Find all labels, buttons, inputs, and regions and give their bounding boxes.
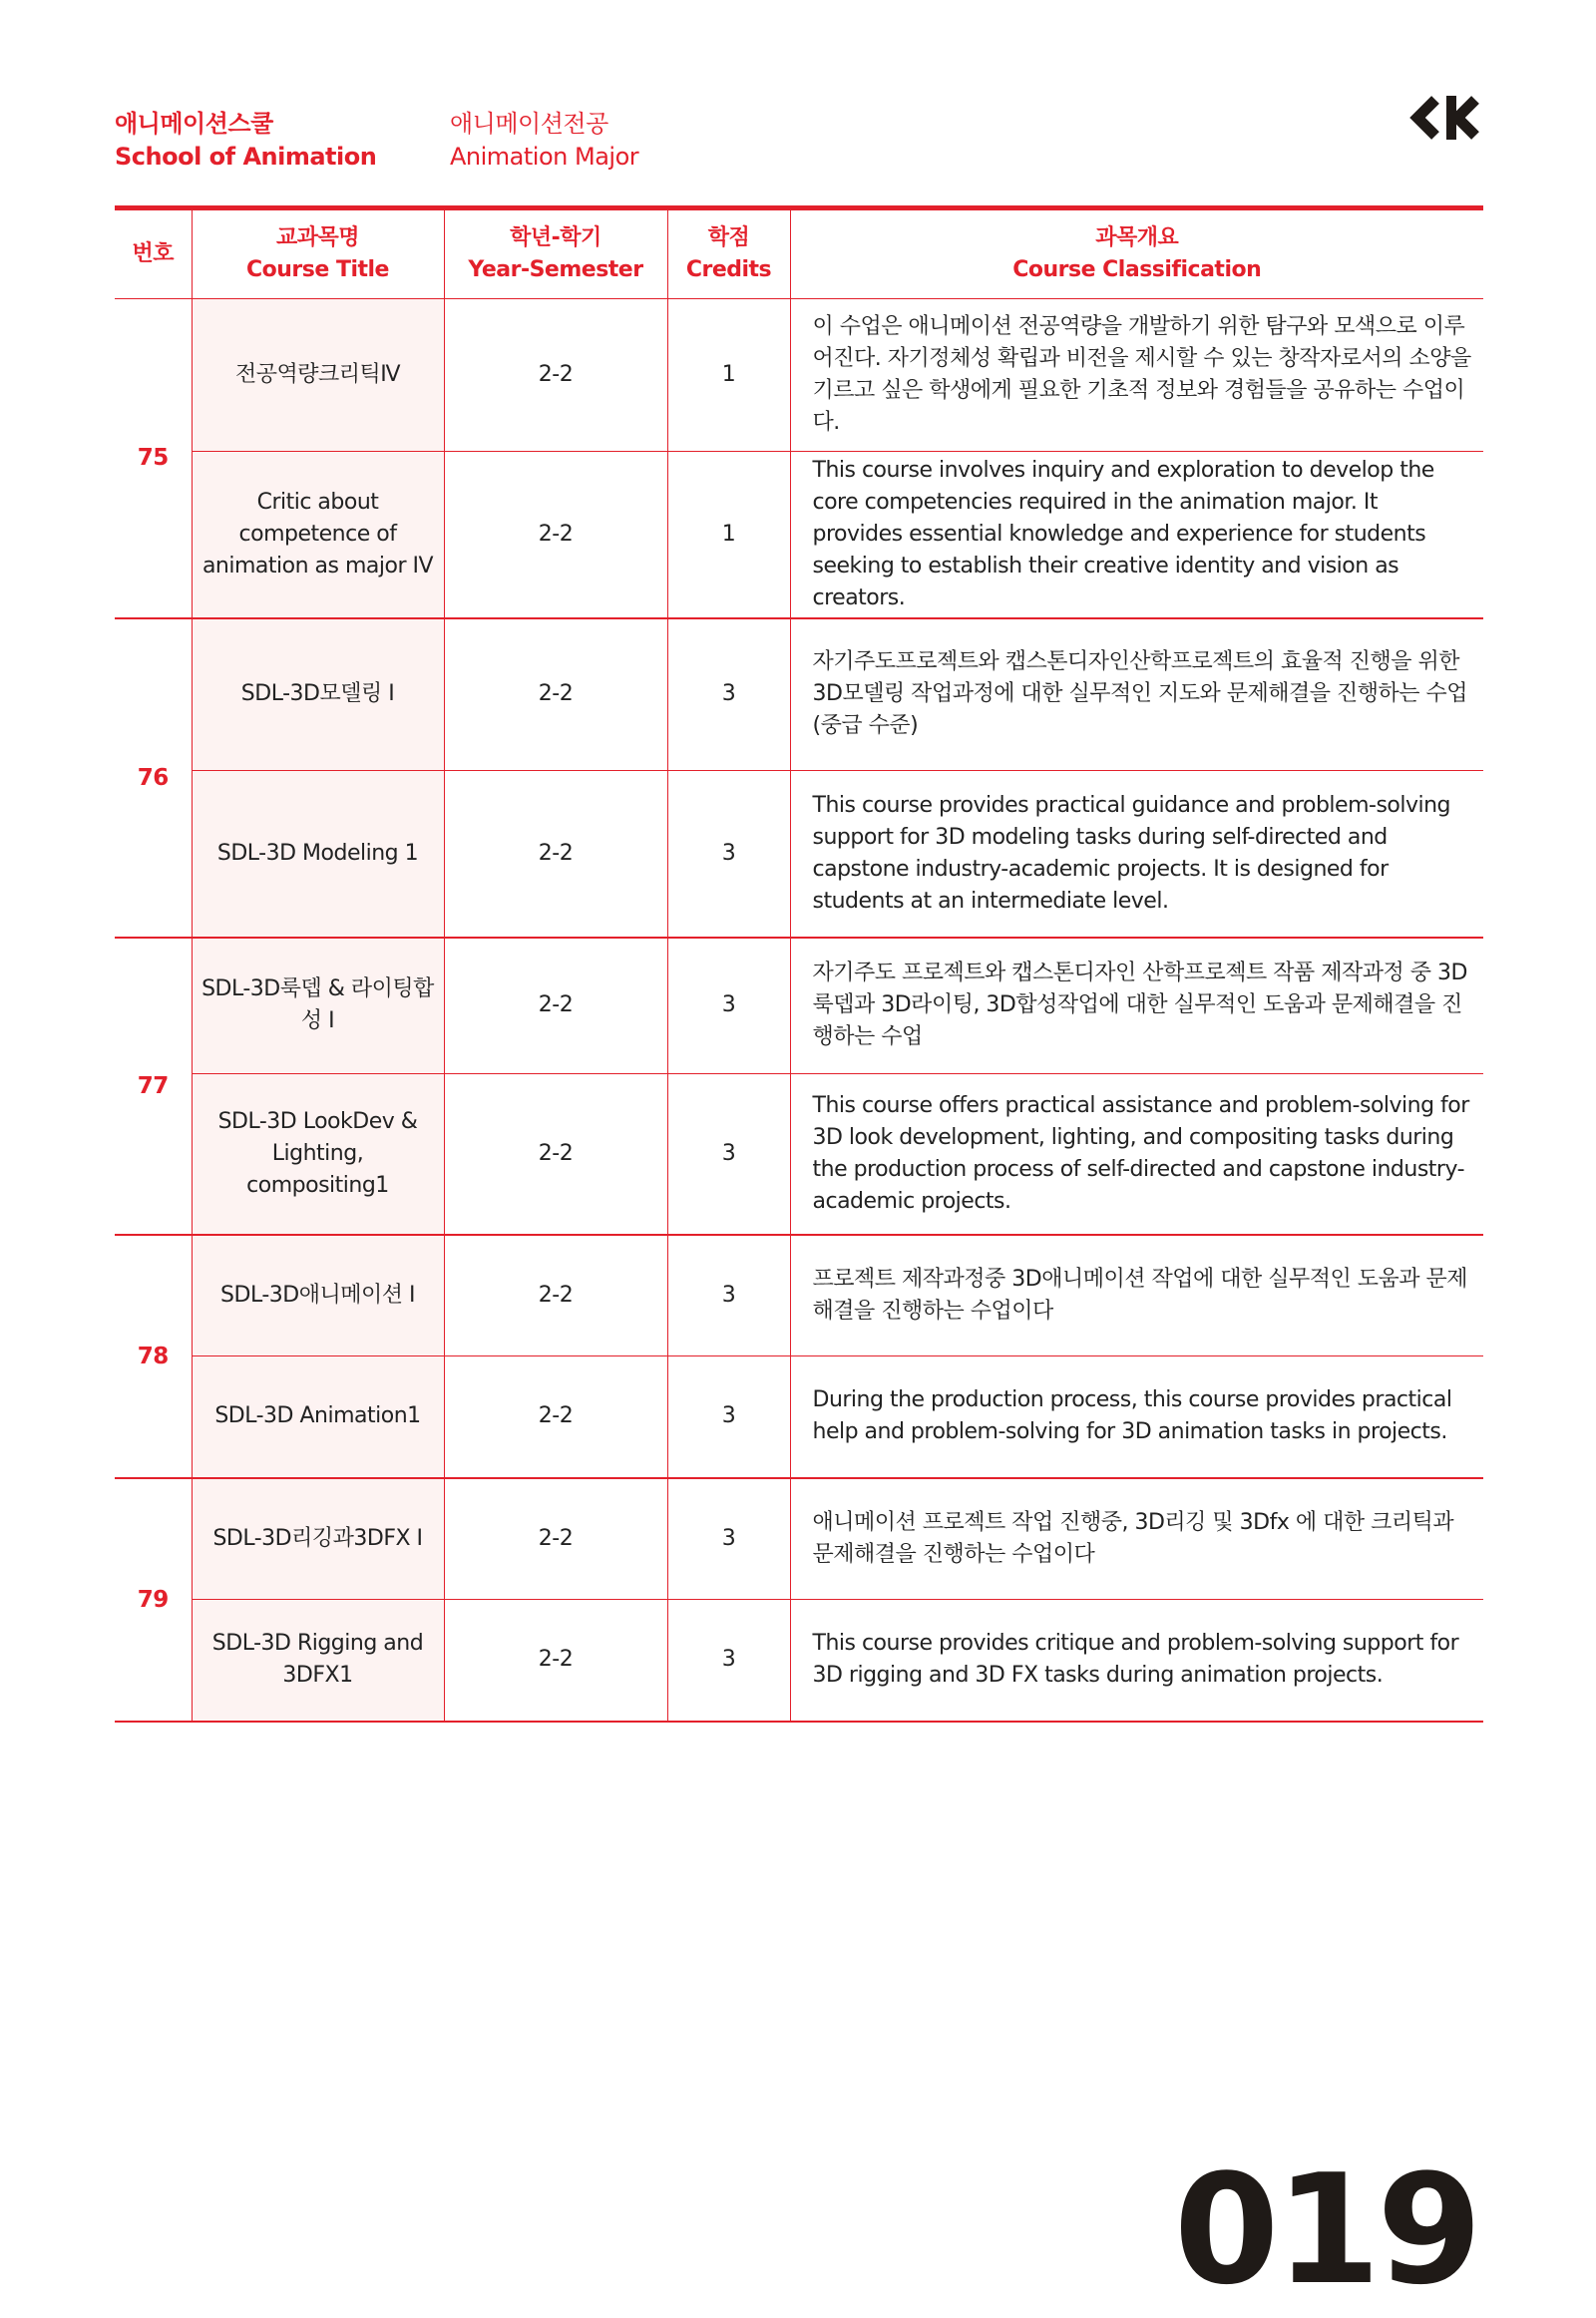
year-semester: 2-2 [444, 452, 667, 618]
course-title: SDL-3D LookDev & Lighting, compositing1 [192, 1074, 444, 1235]
credits: 3 [667, 1074, 790, 1235]
course-description: 자기주도 프로젝트와 캡스톤디자인 산학프로젝트 작품 제작과정 중 3D 룩뎁과 3D라이팅, 3D합성작업에 대한 실무적인 도움과 문제해결을 진행하는 수업 [790, 938, 1483, 1074]
credits: 1 [667, 299, 790, 452]
table-row [115, 1074, 1483, 1235]
col-header-number: 번호 [115, 210, 192, 299]
credits: 3 [667, 1235, 790, 1356]
course-description: This course involves inquiry and exploration to develop the core competencies required in the animation major. It provides essential knowledge and experience for students seeking to establish their creative identity and vision as creators. [790, 452, 1483, 618]
course-number: 78 [115, 1235, 192, 1478]
credits: 3 [667, 771, 790, 938]
school-name-en: School of Animation [115, 143, 377, 171]
page-header [115, 108, 1481, 183]
course-number: 75 [115, 299, 192, 618]
table-row [115, 1478, 1483, 1600]
page-number: 019 [1173, 2141, 1478, 2318]
school-name [115, 108, 376, 174]
course-number: 77 [115, 938, 192, 1235]
col-header-description: 과목개요 Course Classification [790, 210, 1483, 299]
school-name-ko: 애니메이션스쿨 [115, 110, 273, 138]
course-table [115, 210, 1483, 1723]
course-title: 전공역량크리틱Ⅳ [192, 299, 444, 452]
course-number: 79 [115, 1478, 192, 1722]
col-header-title: 교과목명 Course Title [192, 210, 444, 299]
year-semester: 2-2 [444, 618, 667, 771]
course-description: During the production process, this course provides practical help and problem-solving for 3D animation tasks in projects. [790, 1356, 1483, 1478]
credits: 3 [667, 938, 790, 1074]
course-title: SDL-3D Rigging and 3DFX1 [192, 1600, 444, 1722]
year-semester: 2-2 [444, 1235, 667, 1356]
course-description: This course provides critique and problem-solving support for 3D rigging and 3D FX tasks during animation projects. [790, 1600, 1483, 1722]
table-row [115, 618, 1483, 771]
year-semester: 2-2 [444, 1356, 667, 1478]
course-title: Critic about competence of animation as major IV [192, 452, 444, 618]
year-semester: 2-2 [444, 771, 667, 938]
table-row [115, 452, 1483, 618]
table-row [115, 938, 1483, 1074]
table-row [115, 1600, 1483, 1722]
course-description: 이 수업은 애니메이션 전공역량을 개발하기 위한 탐구와 모색으로 이루어진다. 자기정체성 확립과 비전을 제시할 수 있는 창작자로서의 소양을 기르고 싶은 학생에게 필요한 기초적 정보와 경험들을 공유하는 수업이다. [790, 299, 1483, 452]
table-row [115, 299, 1483, 452]
course-title: SDL-3D애니메이션 I [192, 1235, 444, 1356]
course-description: 자기주도프로젝트와 캡스톤디자인산학프로젝트의 효율적 진행을 위한 3D모델링 작업과정에 대한 실무적인 지도와 문제해결을 진행하는 수업 (중급 수준) [790, 618, 1483, 771]
major-name-en: Animation Major [450, 143, 639, 171]
course-title: SDL-3D리깅과3DFX I [192, 1478, 444, 1600]
credits: 3 [667, 1478, 790, 1600]
major-name-ko: 애니메이션전공 [450, 110, 608, 138]
year-semester: 2-2 [444, 1478, 667, 1600]
course-number: 76 [115, 618, 192, 938]
year-semester: 2-2 [444, 1074, 667, 1235]
col-header-year: 학년-학기 Year-Semester [444, 210, 667, 299]
course-title: SDL-3D Modeling 1 [192, 771, 444, 938]
credits: 3 [667, 618, 790, 771]
year-semester: 2-2 [444, 299, 667, 452]
course-title: SDL-3D Animation1 [192, 1356, 444, 1478]
year-semester: 2-2 [444, 938, 667, 1074]
col-header-credits: 학점 Credits [667, 210, 790, 299]
table-row [115, 1356, 1483, 1478]
course-description: This course provides practical guidance and problem-solving support for 3D modeling tasks during self-directed and capstone industry-academic projects. It is designed for students at an intermediate level. [790, 771, 1483, 938]
credits: 3 [667, 1600, 790, 1722]
course-description: 애니메이션 프로젝트 작업 진행중, 3D리깅 및 3Dfx 에 대한 크리틱과 문제해결을 진행하는 수업이다 [790, 1478, 1483, 1600]
course-title: SDL-3D모델링 I [192, 618, 444, 771]
course-description: 프로젝트 제작과정중 3D애니메이션 작업에 대한 실무적인 도움과 문제해결을 진행하는 수업이다 [790, 1235, 1483, 1356]
ck-logo-icon [1401, 90, 1481, 146]
table-header-row [115, 210, 1483, 299]
year-semester: 2-2 [444, 1600, 667, 1722]
table-row [115, 1235, 1483, 1356]
credits: 1 [667, 452, 790, 618]
major-name [450, 108, 638, 174]
credits: 3 [667, 1356, 790, 1478]
table-row [115, 771, 1483, 938]
course-title: SDL-3D룩뎁 & 라이팅합성 I [192, 938, 444, 1074]
course-description: This course offers practical assistance and problem-solving for 3D look development, lighting, and compositing tasks during the production process of self-directed and capstone industry-academic projects. [790, 1074, 1483, 1235]
